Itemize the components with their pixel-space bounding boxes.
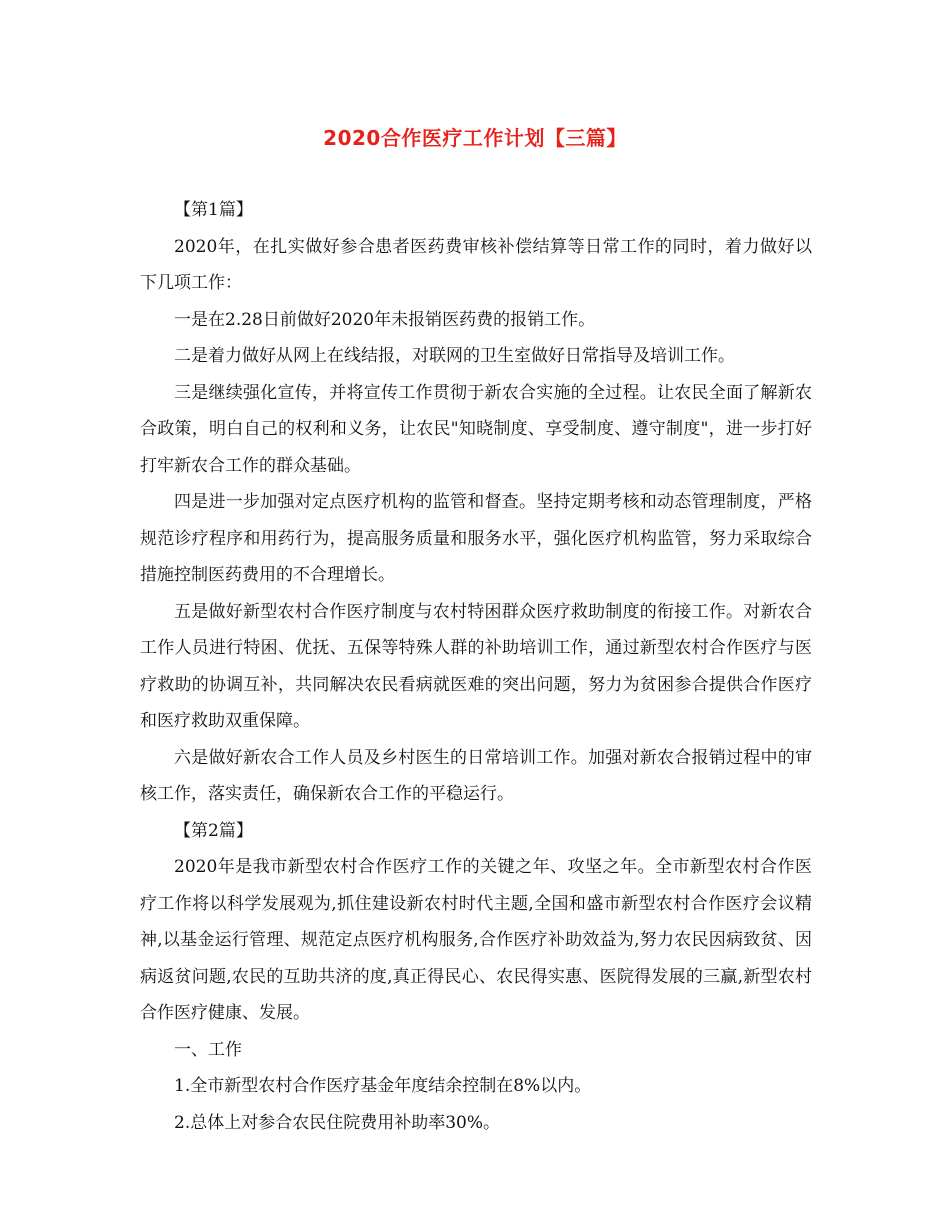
paragraph-section-2-intro: 2020年是我市新型农村合作医疗工作的关键之年、攻坚之年。全市新型农村合作医疗工作将以科学发展观为,抓住建设新农村时代主题,全国和盛市新型农村合作医疗会议精神,以基金运行管理、规范定点医疗机构服务,合作医疗补助效益为,努力农民因病致贫、因病返贫问题,农民的互助共济的度,真正得民心、农民得实惠、医院得发展的三赢,新型农村合作医疗健康、发展。 [140,857,812,1023]
paragraph-item-6: 六是做好新农合工作人员及乡村医生的日常培训工作。加强对新农合报销过程中的审核工作，落实责任，确保新农合工作的平稳运行。 [140,747,812,804]
list-item-2: 2.总体上对参合农民住院费用补助率30%。 [174,1112,501,1133]
paragraph-item-1: 一是在2.28日前做好2020年未报销医药费的报销工作。 [174,309,596,330]
paragraph-item-2: 二是着力做好从网上在线结报，对联网的卫生室做好日常指导及培训工作。 [174,346,735,366]
paragraph-item-5: 五是做好新型农村合作医疗制度与农村特困群众医疗救助制度的衔接工作。对新农合工作人员进行特困、优抚、五保等特殊人群的补助培训工作，通过新型农村合作医疗与医疗救助的协调互补，共同解决农民看病就医难的突出问题，努力为贫困参合提供合作医疗和医疗救助双重保障。 [140,601,812,731]
page-title: 2020合作医疗工作计划【三篇】 [323,126,627,150]
section-heading-2: 【第2篇】 [174,820,253,841]
list-item-1: 1.全市新型农村合作医疗基金年度结余控制在8%以内。 [174,1076,592,1096]
paragraph-item-3: 三是继续强化宣传，并将宣传工作贯彻于新农合实施的全过程。让农民全面了解新农合政策，明白自己的权利和义务，让农民"知晓制度、享受制度、遵守制度"，进一步打好打牢新农合工作的群众基础。 [140,382,812,476]
section-heading-1: 【第1篇】 [174,200,253,220]
paragraph-item-4: 四是进一步加强对定点医疗机构的监管和督查。坚持定期考核和动态管理制度，严格规范诊疗程序和用药行为，提高服务质量和服务水平，强化医疗机构监管，努力采取综合措施控制医药费用的不合理增长。 [140,492,812,585]
paragraph-intro: 2020年，在扎实做好参合患者医药费审核补偿结算等日常工作的同时，着力做好以下几项工作： [140,236,812,293]
document-body [140,192,812,1141]
subheading-work: 一、工作 [174,1039,242,1060]
